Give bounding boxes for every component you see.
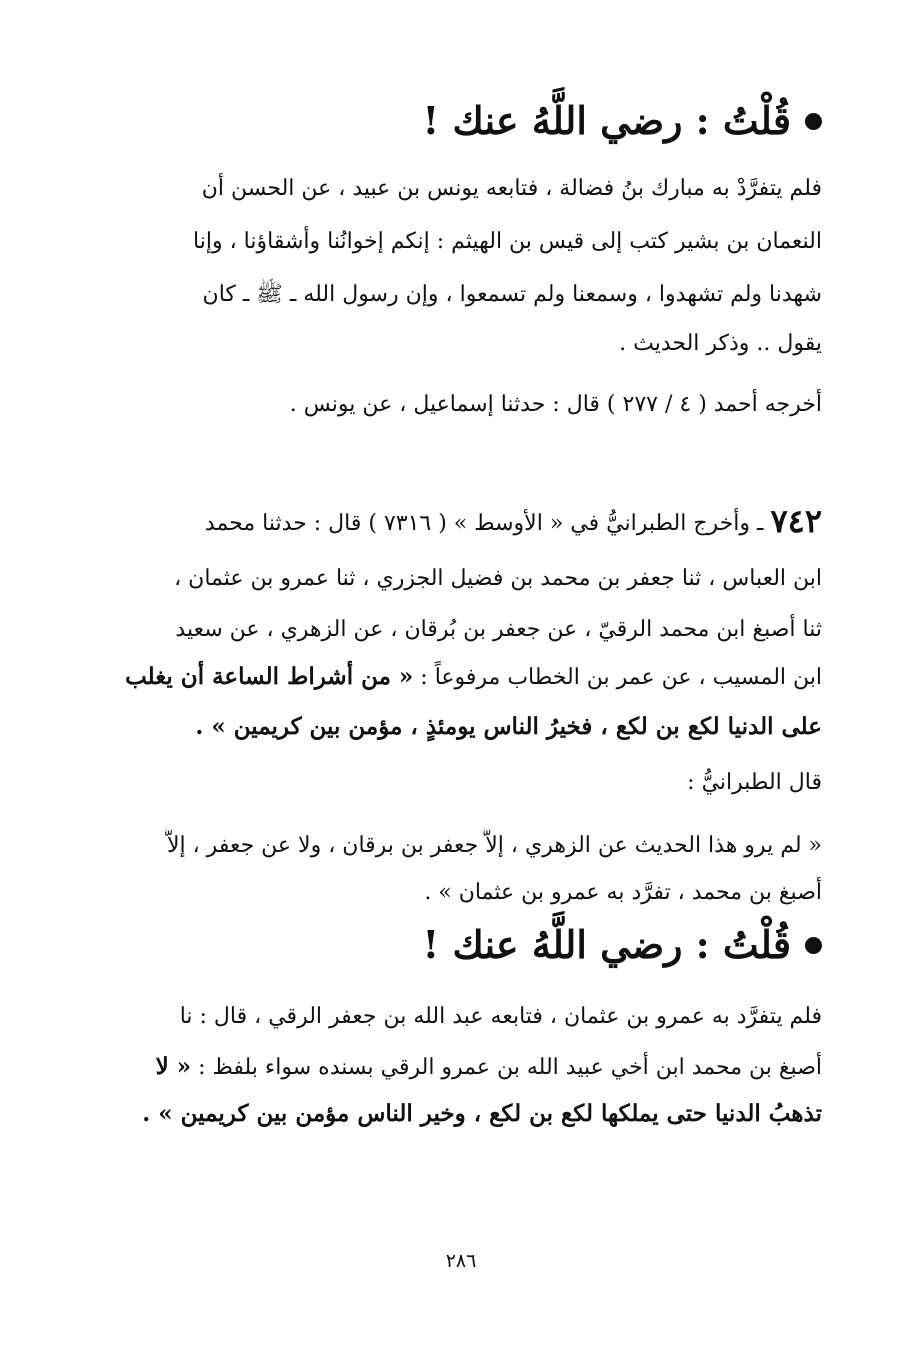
hadith-matn-line: على الدنيا لكع بن لكع ، فخيرُ الناس يومئذٍ ، مؤمن بين كريمين » . xyxy=(195,713,822,740)
paragraph-line xyxy=(100,660,822,695)
hadith-isnad-text: ابن المسيب ، عن عمر بن الخطاب مرفوعاً : xyxy=(413,665,822,690)
bullet-icon xyxy=(805,113,822,130)
paragraph-line: شهدنا ولم تشهدوا ، وسمعنا ولم تسمعوا ، وإن رسول الله ـ ﷺ ـ كان xyxy=(202,282,822,307)
hadith-matn-text: « من أشراط الساعة أن يغلب xyxy=(125,663,414,690)
quote-line: « لم يرو هذا الحديث عن الزهري ، إلاَّ جعفر بن برقان ، ولا عن جعفر ، إلاَّ xyxy=(166,833,822,858)
section-heading xyxy=(423,920,822,970)
section-heading xyxy=(423,96,822,146)
hadith-matn-line: تذهبُ الدنيا حتى يملكها لكع بن لكع ، وخير الناس مؤمن بين كريمين » . xyxy=(142,1100,822,1127)
hadith-number: ٧٤٢ xyxy=(770,504,822,540)
page-number: ٢٨٦ xyxy=(445,1250,477,1272)
bullet-icon xyxy=(805,937,822,954)
hadith-first-line xyxy=(100,504,822,541)
paragraph-line: فلم يتفرَّد به عمرو بن عثمان ، فتابعه عبد الله بن جعفر الرقي ، قال : نا xyxy=(179,1004,822,1029)
paragraph-line: النعمان بن بشير كتب إلى قيس بن الهيثم : إنكم إخوانُنا وأشقاؤنا ، وإنا xyxy=(193,229,822,254)
paragraph-line: يقول .. وذكر الحديث . xyxy=(619,331,822,356)
heading-text: قُلْتُ : رضي اللَّهُ عنك ! xyxy=(422,98,791,143)
chain-text: أصبغ بن محمد ابن أخي عبيد الله بن عمرو الرقي بسنده سواء بلفظ : xyxy=(191,1055,822,1080)
quote-line: أصبغ بن محمد ، تفرَّد به عمرو بن عثمان » . xyxy=(424,880,822,905)
paragraph-line xyxy=(100,1050,822,1085)
hadith-matn-text: « لا xyxy=(155,1053,192,1080)
heading-text: قُلْتُ : رضي اللَّهُ عنك ! xyxy=(422,922,791,967)
paragraph-line: فلم يتفرَّدْ به مبارك بنُ فضالة ، فتابعه يونس بن عبيد ، عن الحسن أن xyxy=(201,176,822,201)
takhrij-line: أخرجه أحمد ( ٤ / ٢٧٧ ) قال : حدثنا إسماعيل ، عن يونس . xyxy=(289,392,822,417)
tabarani-said: قال الطبرانيُّ : xyxy=(687,770,822,795)
paragraph-line: ثنا أصبغ ابن محمد الرقيّ ، عن جعفر بن بُرقان ، عن الزهري ، عن سعيد xyxy=(175,617,822,642)
hadith-text: ـ وأخرج الطبرانيُّ في « الأوسط » ( ٧٣١٦ ) قال : حدثنا محمد xyxy=(204,511,764,536)
paragraph-line: ابن العباس ، ثنا جعفر بن محمد بن فضيل الجزري ، ثنا عمرو بن عثمان ، xyxy=(174,566,822,591)
